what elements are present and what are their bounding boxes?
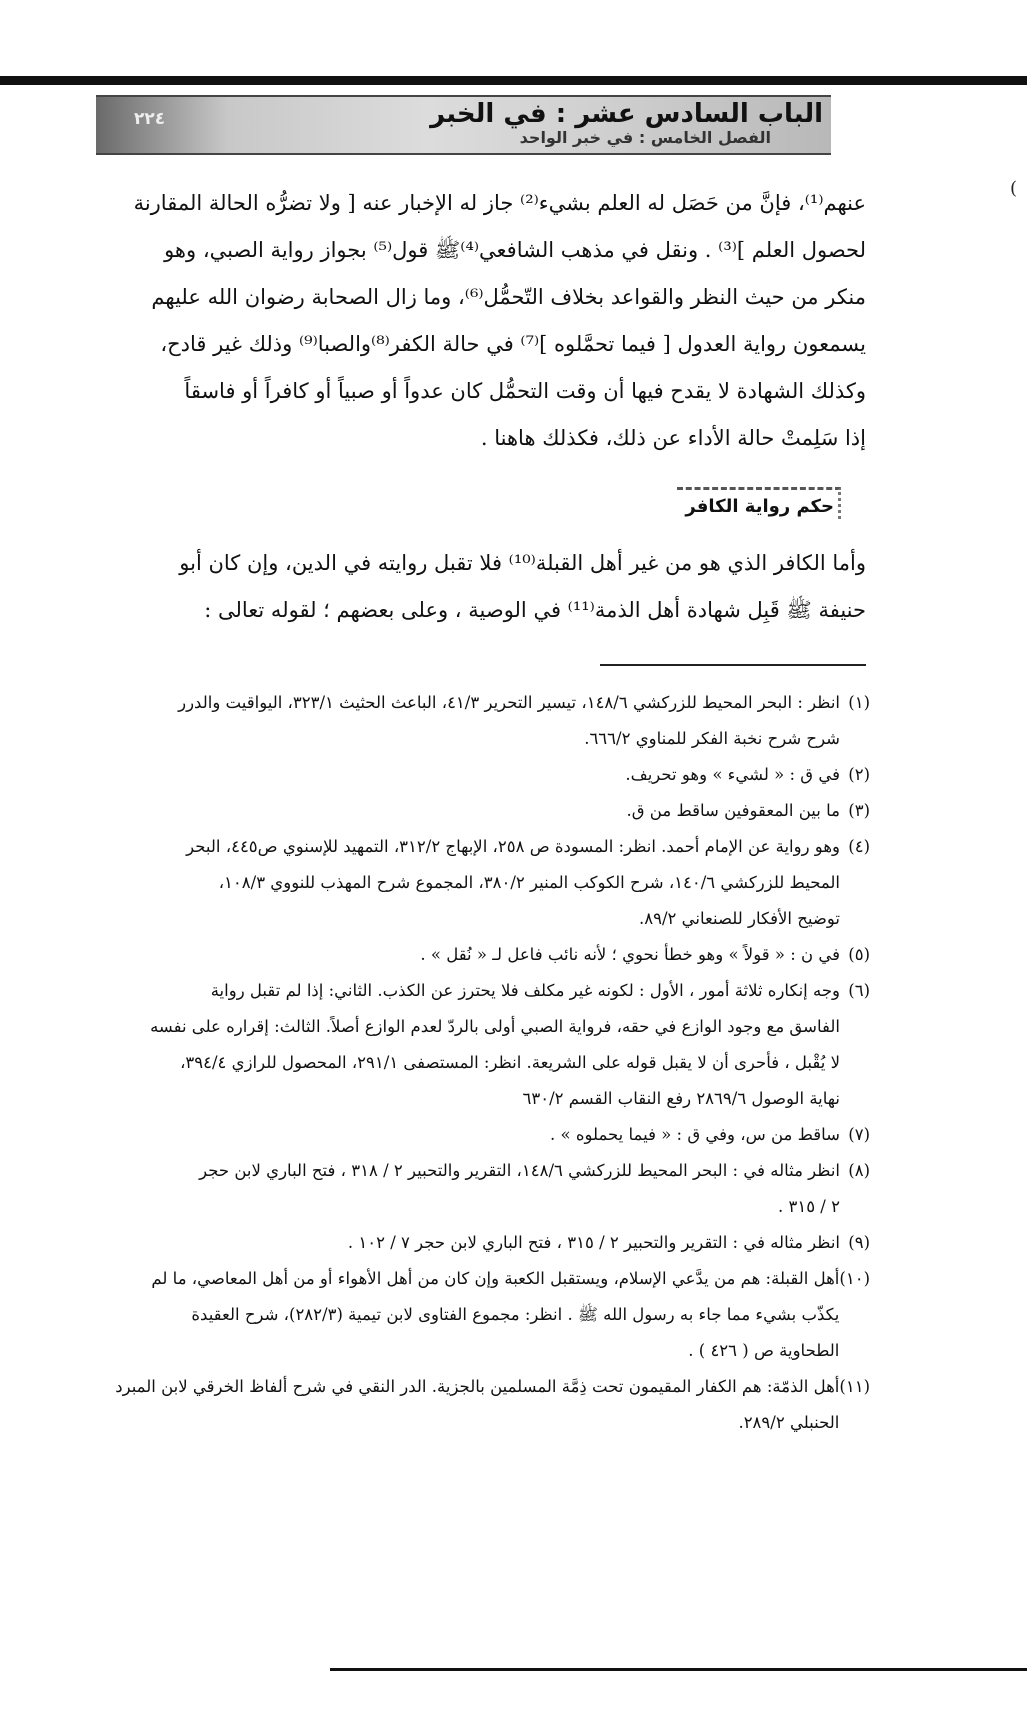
header-subtitle: الفصل الخامس : في خبر الواحد [519,128,771,147]
text-line: عنهم⁽¹⁾، فإنَّ من حَصَل له العلم بشيء⁽²⁾ جاز له الإخبار عنه [ ولا تضرُّه الحالة المقارنة [133,191,866,215]
footnote [100,973,870,1117]
footnote-line: الطحاوية ص ( ٤٢٦ ) . [688,1341,840,1360]
footnote-line: الفاسق مع وجود الوازع في حقه، فرواية الصبي أولى بالردّ لعدم الوازع أصلاً. الثالث: إقراره على نفسه [150,1017,840,1036]
footnote [100,1369,870,1441]
footnote-line: الحنبلي ٢٨٩/٢. [738,1413,840,1432]
footnote-number: (١٠) [839,1269,870,1288]
footnote-line: في ن : « قولاً » وهو خطأ نحوي ؛ لأنه نائب فاعل لـ « نُقل » . [420,945,840,964]
footnote-number: (٤) [848,837,870,856]
footnote-line: انظر مثاله في : البحر المحيط للزركشي ١٤٨/٦، التقرير والتحبير ٢ / ٣١٨ ، فتح الباري لابن حجر [199,1161,840,1180]
header-title: الباب السادس عشر : في الخبر [430,99,823,129]
footnote-line: أهل القبلة: هم من يدَّعي الإسلام، ويستقبل الكعبة وإن كان من أهل الأهواء أو من أهل المعاصي، ما لم [151,1269,840,1288]
footnote-number: (١) [848,693,870,712]
main-text [96,180,866,462]
footnote-line: لا يُقْبل ، فأحرى أن لا يقبل قوله على الشريعة. انظر: المستصفى ٢٩١/١، المحصول للرازي ٣٩٤/٤، [180,1053,840,1072]
footnote-line: توضيح الأفكار للصنعاني ٨٩/٢. [639,909,840,928]
text-line: حنيفة ﷺ قَبِل شهادة أهل الذمة⁽¹¹⁾ في الوصية ، وعلى بعضهم ؛ لقوله تعالى : [204,598,866,622]
footnote [100,1153,870,1225]
footnote-number: (١١) [839,1377,870,1396]
footnote-separator [600,664,866,666]
footnote-line: وهو رواية عن الإمام أحمد. انظر: المسودة ص ٢٥٨، الإبهاج ٣١٢/٢، التمهيد للإسنوي ص٤٤٥، البحر [186,837,840,856]
bottom-rule [330,1668,1027,1671]
footnote [100,1225,870,1261]
footnote [100,829,870,937]
text-line: منكر من حيث النظر والقواعد بخلاف التّحمُّل⁽⁶⁾، وما زال الصحابة رضوان الله عليهم [151,285,866,309]
footnote-line: ساقط من س، وفي ق : « فيما يحملوه » . [550,1125,840,1144]
footnote-line: في ق : « لشيء » وهو تحريف. [625,765,840,784]
text-line: وأما الكافر الذي هو من غير أهل القبلة⁽¹⁰⁾ فلا تقبل روايته في الدين، وإن كان أبو [179,551,866,575]
footnote-line: ما بين المعقوفين ساقط من ق. [626,801,840,820]
footnote [100,1117,870,1153]
footnote-number: (٣) [848,801,870,820]
footnote-line: وجه إنكاره ثلاثة أمور ، الأول : لكونه غير مكلف فلا يحترز عن الكذب. الثاني: إذا لم تقبل رواية [210,981,840,1000]
footnote-line: أهل الذمّة: هم الكفار المقيمون تحت ذِمَّة المسلمين بالجزية. الدر النقي في شرح ألفاظ الخرقي لابن المبرد [115,1377,840,1396]
footnote-line: المحيط للزركشي ١٤٠/٦، شرح الكوكب المنير ٣٨٠/٢، المجموع شرح المهذب للنووي ١٠٨/٣، [218,873,840,892]
main-text-continued [96,540,866,634]
footnote [100,1261,870,1369]
footnote-line: انظر مثاله في : التقرير والتحبير ٢ / ٣١٥ ، فتح الباري لابن حجر ٧ / ١٠٢ . [347,1233,840,1252]
text-line: لحصول العلم ]⁽³⁾ . ونقل في مذهب الشافعي⁽⁴⁾ﷺ قول⁽⁵⁾ بجواز رواية الصبي، وهو [164,238,866,262]
footnote [100,793,870,829]
footnote-number: (٧) [848,1125,870,1144]
section-heading: حكم رواية الكافر [677,487,841,519]
text-line: وكذلك الشهادة لا يقدح فيها أن وقت التحمُّل كان عدواً أو صبياً أو كافراً أو فاسقاً [184,379,866,403]
footnotes [100,685,870,1441]
footnote-number: (٩) [848,1233,870,1252]
top-rule [0,76,1027,85]
footnote-line: انظر : البحر المحيط للزركشي ١٤٨/٦، تيسير التحرير ٤١/٣، الباعث الحثيث ٣٢٣/١، اليواقيت والدرر [178,693,840,712]
footnote-line: يكذّب بشيء مما جاء به رسول الله ﷺ . انظر: مجموع الفتاوى لابن تيمية (٢٨٢/٣)، شرح العقيدة [191,1305,840,1324]
footnote-line: نهاية الوصول ٢٨٦٩/٦ رفع النقاب القسم ٦٣٠/٢ [522,1089,840,1108]
running-header [96,95,831,155]
footnote-line: ٢ / ٣١٥ . [777,1197,840,1216]
text-line: يسمعون رواية العدول [ فيما تحمَّلوه ]⁽⁷⁾ في حالة الكفر⁽⁸⁾والصبا⁽⁹⁾ وذلك غير قادح، [160,332,866,356]
page-number: ٢٢٤ [134,109,166,129]
text-line: إذا سَلِمتْ حالة الأداء عن ذلك، فكذلك هاهنا . [480,426,866,450]
margin-mark: ( [1010,178,1018,199]
footnote [100,757,870,793]
footnote-number: (٨) [848,1161,870,1180]
footnote [100,685,870,757]
footnote-line: شرح شرح نخبة الفكر للمناوي ٦٦٦/٢. [584,729,840,748]
footnote-number: (٥) [848,945,870,964]
footnote-number: (٢) [848,765,870,784]
footnote [100,937,870,973]
footnote-number: (٦) [848,981,870,1000]
